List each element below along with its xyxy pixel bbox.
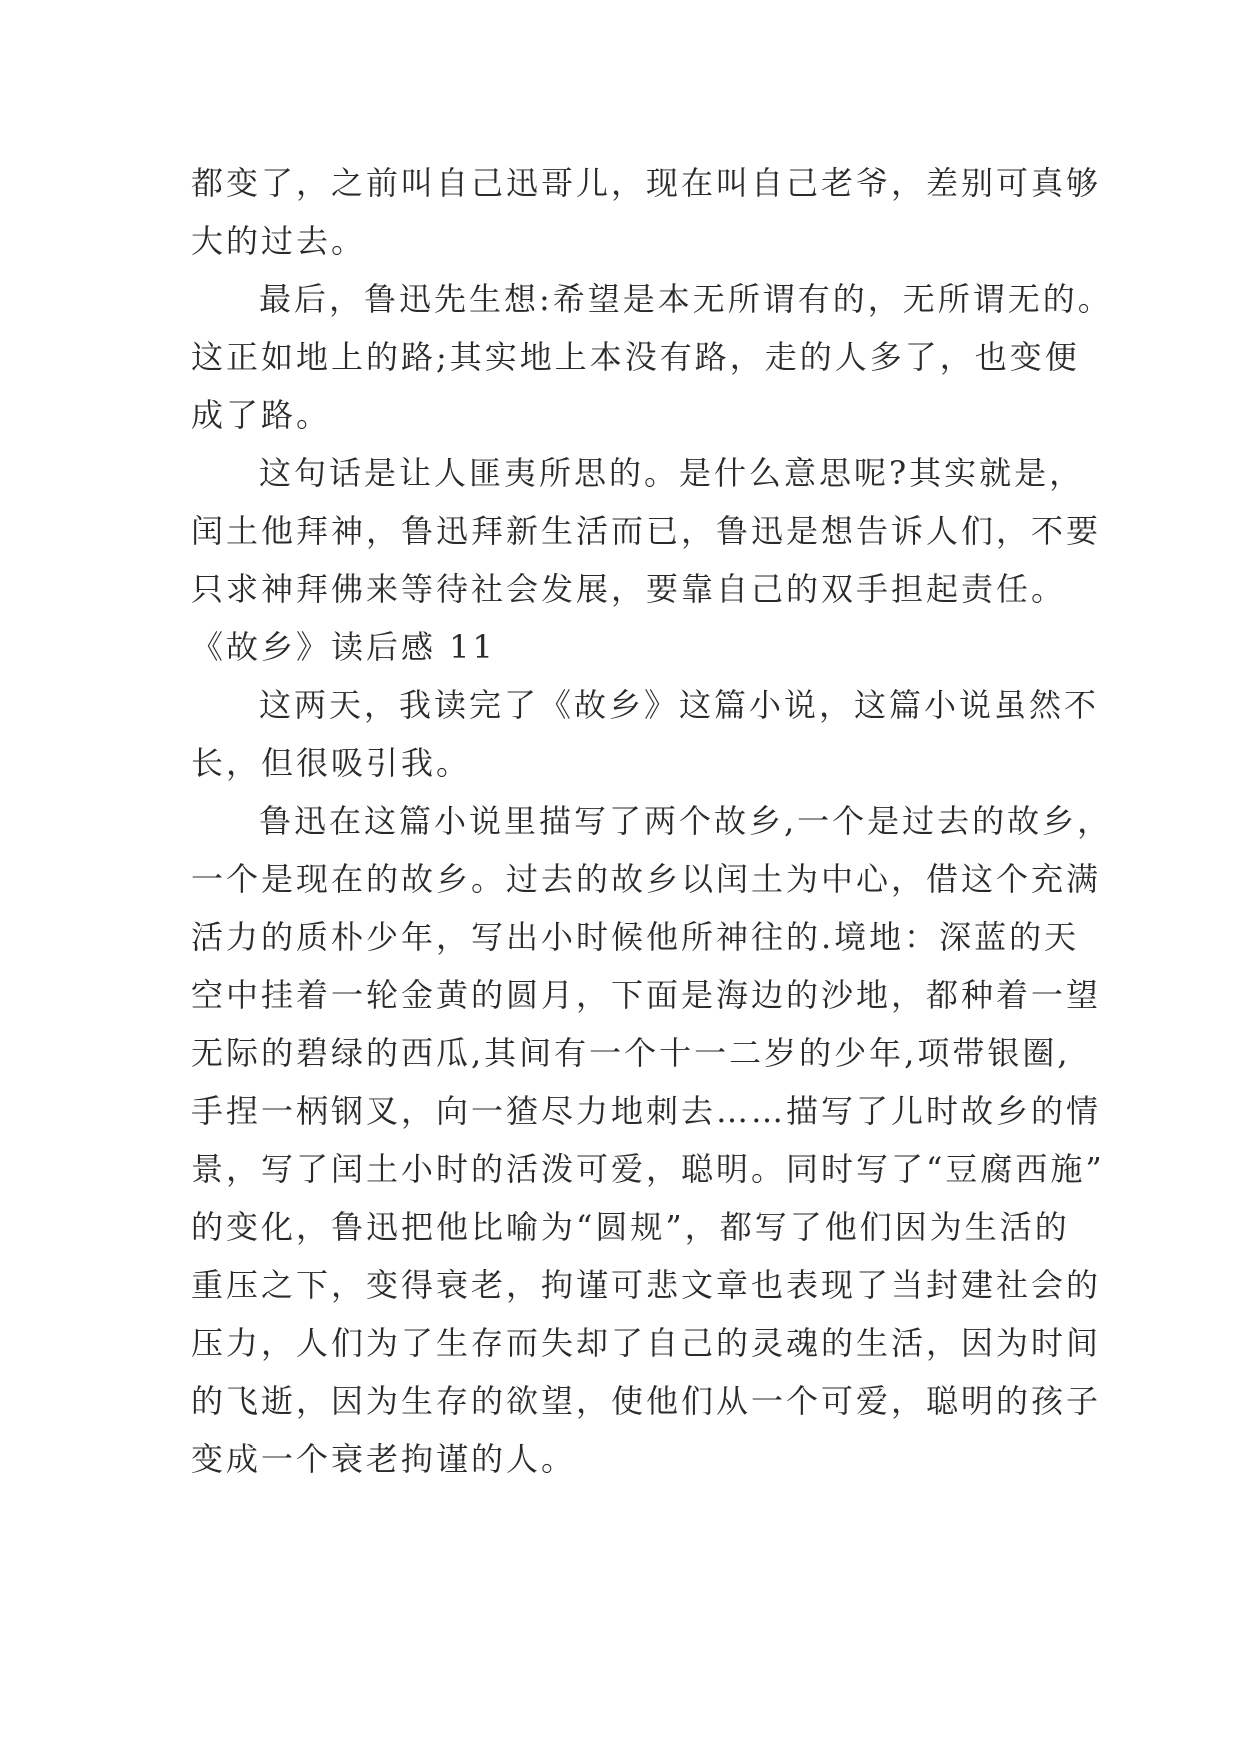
text-line: 景，写了闰土小时的活泼可爱，聪明。同时写了“豆腐西施” [191, 1150, 1105, 1188]
text-line: 无际的碧绿的西瓜,其间有一个十一二岁的少年,项带银圈, [191, 1034, 1071, 1072]
text-line: 成了路。 [191, 396, 332, 434]
text-line: 一个是现在的故乡。过去的故乡以闰土为中心，借这个充满 [191, 860, 1102, 898]
text-line: 这正如地上的路;其实地上本没有路，走的人多了，也变便 [191, 338, 1080, 376]
document-body [191, 154, 1113, 1488]
text-line: 重压之下，变得衰老，拘谨可悲文章也表现了当封建社会的 [191, 1266, 1102, 1304]
text-line: 大的过去。 [191, 222, 367, 260]
text-line: 都变了，之前叫自己迅哥儿，现在叫自己老爷，差别可真够 [191, 164, 1102, 202]
text-line: 变成一个衰老拘谨的人。 [191, 1440, 577, 1478]
text-line: 的飞逝，因为生存的欲望，使他们从一个可爱，聪明的孩子 [191, 1382, 1102, 1420]
text-line: 闰土他拜神，鲁迅拜新生活而已，鲁迅是想告诉人们，不要 [191, 512, 1102, 550]
section-heading: 《故乡》读后感 11 [191, 628, 496, 666]
text-line: 只求神拜佛来等待社会发展，要靠自己的双手担起责任。 [191, 570, 1067, 608]
text-line: 的变化，鲁迅把他比喻为“圆规”，都写了他们因为生活的 [191, 1208, 1070, 1246]
text-line: 空中挂着一轮金黄的圆月，下面是海边的沙地，都种着一望 [191, 976, 1102, 1014]
paragraph-start-line: 鲁迅在这篇小说里描写了两个故乡,一个是过去的故乡， [259, 802, 1113, 840]
paragraph-start-line: 最后，鲁迅先生想:希望是本无所谓有的，无所谓无的。 [259, 280, 1113, 318]
text-line: 手捏一柄钢叉，向一猹尽力地刺去……描写了儿时故乡的情 [191, 1092, 1102, 1130]
text-line: 活力的质朴少年，写出小时候他所神往的.境地：深蓝的天 [191, 918, 1080, 956]
text-line: 长，但很吸引我。 [191, 744, 472, 782]
paragraph-start-line: 这句话是让人匪夷所思的。是什么意思呢?其实就是， [259, 454, 1085, 492]
text-line: 压力，人们为了生存而失却了自己的灵魂的生活，因为时间 [191, 1324, 1102, 1362]
paragraph-start-line: 这两天，我读完了《故乡》这篇小说，这篇小说虽然不 [259, 686, 1100, 724]
